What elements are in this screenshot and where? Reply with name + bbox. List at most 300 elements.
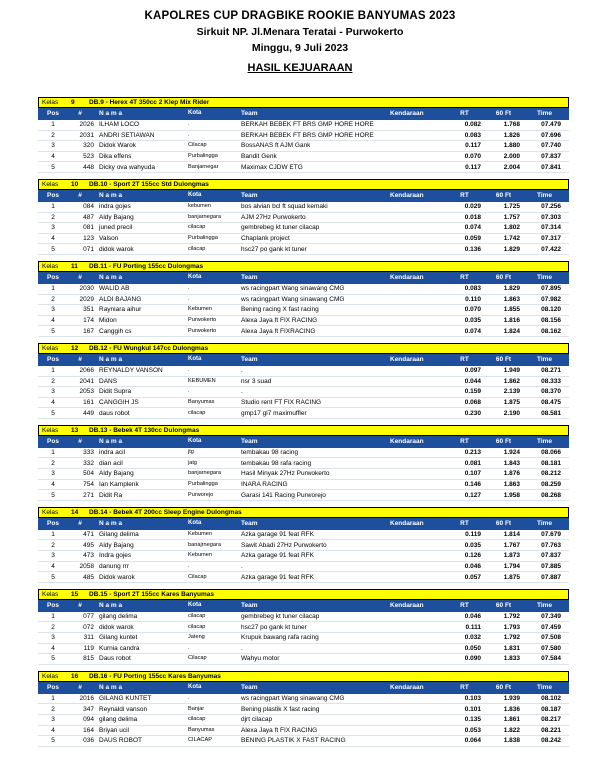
column-header-ft60: 60 Ft	[495, 273, 512, 281]
column-header-kota: Kota	[188, 355, 202, 362]
table-row	[38, 366, 569, 377]
class-block	[38, 97, 569, 173]
cell-pos: 4	[51, 317, 55, 325]
cell-kota: banajrnegara	[188, 541, 221, 548]
class-name: DB.9 - Herex 4T 350cc 2 Klep Mix Rider	[89, 99, 210, 106]
cell-nama: daus robot	[99, 409, 130, 417]
cell-time: 08.156	[541, 317, 561, 325]
cell-team: hsc27 po gank kt tuner	[241, 245, 307, 253]
cell-pos: 5	[51, 491, 55, 499]
table-row	[38, 223, 569, 234]
column-header-time: Time	[536, 683, 553, 691]
cell-team: Alexa Jaya ft FIX RACING	[241, 726, 318, 734]
table-row	[38, 469, 569, 480]
cell-nama: Didit Ra	[99, 491, 123, 499]
cell-rt: 0.035	[464, 317, 481, 325]
table-row	[38, 244, 569, 255]
cell-team: Garasi 141 Racing Purworejo	[241, 491, 326, 499]
column-header-pos: Pos	[47, 437, 59, 445]
cell-rt: 0.097	[464, 367, 481, 375]
class-number: 11	[71, 262, 78, 270]
cell-kota: Purbalingga	[188, 235, 218, 242]
cell-pos: 5	[51, 409, 55, 417]
table-row	[38, 131, 569, 142]
cell-rt: 0.135	[464, 716, 481, 724]
cell-rt: 0.074	[464, 327, 481, 335]
cell-time: 08.221	[541, 726, 561, 734]
cell-pos: 1	[51, 449, 55, 457]
cell-time: 07.696	[541, 131, 561, 139]
cell-no: 2031	[79, 131, 94, 139]
column-header-team: Team	[241, 110, 258, 117]
cell-time: 07.763	[541, 541, 561, 549]
cell-ft60: 1.875	[503, 573, 520, 581]
column-header-time: Time	[536, 110, 553, 117]
cell-pos: 4	[51, 644, 55, 652]
cell-ft60: 1.836	[503, 705, 520, 713]
cell-ft60: 1.802	[503, 224, 520, 232]
cell-no: 123	[83, 235, 94, 243]
cell-no: 2053	[79, 388, 94, 396]
column-header-rt: RT	[460, 110, 469, 117]
cell-kota: .	[188, 562, 190, 569]
cell-time: 08.370	[541, 388, 561, 396]
cell-rt: 0.107	[464, 470, 481, 478]
cell-rt: 0.159	[464, 388, 481, 396]
table-row	[38, 572, 569, 583]
cell-time: 07.422	[541, 245, 561, 253]
cell-pos: 1	[51, 613, 55, 621]
cell-time: 08.271	[541, 367, 561, 375]
kelas-label: Kelas	[42, 262, 59, 270]
column-header-kendaraan: Kendaraan	[390, 437, 424, 445]
cell-rt: 0.117	[465, 142, 481, 150]
cell-no: 2041	[79, 377, 94, 385]
column-header-no: #	[78, 273, 82, 281]
cell-team: ws racingpart Wang sinawang CMG	[241, 285, 345, 293]
cell-rt: 0.064	[464, 737, 481, 745]
cell-time: 07.314	[541, 224, 561, 232]
column-header-team: Team	[241, 273, 258, 281]
cell-pos: 5	[51, 245, 55, 253]
class-block	[38, 343, 569, 419]
cell-no: 036	[83, 737, 94, 745]
table-row	[38, 726, 569, 737]
column-header-no: #	[78, 519, 82, 527]
cell-kota: .	[188, 131, 190, 138]
kelas-label: Kelas	[42, 672, 59, 680]
cell-nama: DANS	[99, 377, 118, 385]
cell-time: 08.268	[541, 491, 561, 499]
kelas-label: Kelas	[42, 508, 59, 516]
cell-rt: 0.044	[464, 377, 481, 385]
cell-rt: 0.053	[464, 726, 481, 734]
class-number: 9	[71, 99, 75, 106]
cell-team: bos alvian bcl ft squad kemaki	[241, 203, 328, 211]
cell-rt: 0.050	[464, 644, 481, 652]
table-header	[38, 272, 569, 284]
cell-rt: 0.146	[464, 480, 481, 488]
table-row	[38, 480, 569, 491]
cell-time: 07.459	[541, 623, 561, 631]
cell-kota: Purwokerto	[188, 317, 217, 324]
column-header-team: Team	[241, 601, 258, 609]
column-header-kota: Kota	[188, 437, 202, 444]
cell-ft60: 1.831	[503, 644, 520, 652]
cell-pos: 4	[51, 235, 55, 243]
cell-nama: Didok Warok	[99, 142, 136, 150]
table-row	[38, 120, 569, 131]
cell-rt: 0.101	[464, 705, 481, 713]
table-row	[38, 326, 569, 337]
table-row	[38, 284, 569, 295]
cell-no: 754	[83, 480, 94, 488]
table-header	[38, 436, 569, 448]
cell-ft60: 1.829	[503, 285, 520, 293]
cell-pos: 1	[51, 285, 55, 293]
class-block	[38, 507, 569, 583]
cell-nama: Gilang kuntet	[99, 634, 138, 642]
cell-pos: 5	[51, 163, 55, 171]
cell-time: 08.187	[541, 705, 561, 713]
column-header-rt: RT	[460, 191, 469, 199]
cell-pos: 1	[51, 695, 55, 703]
column-header-nama: N a m a	[99, 110, 123, 117]
cell-kota: .	[188, 388, 190, 395]
cell-rt: 0.068	[464, 398, 481, 406]
cell-rt: 0.083	[464, 285, 481, 293]
column-header-ft60: 60 Ft	[495, 355, 512, 363]
cell-rt: 0.059	[464, 235, 481, 243]
cell-no: 094	[83, 716, 94, 724]
class-block	[38, 179, 569, 255]
cell-kota: Banjarnegar	[188, 163, 219, 170]
cell-ft60: 1.824	[503, 327, 520, 335]
cell-nama: WALID AB	[99, 285, 130, 293]
cell-time: 08.333	[541, 377, 561, 385]
cell-ft60: 1.725	[503, 203, 520, 211]
cell-team: Alexa Jaya ft FIX RACING	[241, 317, 318, 325]
cell-pos: 4	[51, 153, 55, 161]
cell-kota: Cilacap	[188, 655, 207, 662]
cell-pos: 5	[51, 327, 55, 335]
class-block	[38, 589, 569, 665]
class-number: 13	[71, 426, 79, 434]
cell-kota: .	[188, 295, 190, 302]
table-row	[38, 458, 569, 469]
cell-team: BossANAS ft AJM Gank	[241, 142, 311, 150]
date-line: Minggu, 9 Juli 2023	[251, 42, 349, 54]
column-header-rt: RT	[460, 683, 469, 691]
results-container	[38, 91, 569, 749]
column-header-rt: RT	[460, 601, 469, 609]
table-row	[38, 490, 569, 501]
cell-team: djrt cilacap	[241, 716, 273, 724]
table-header	[38, 682, 569, 694]
cell-rt: 0.083	[464, 131, 481, 139]
cell-pos: 2	[51, 213, 55, 221]
cell-no: 473	[83, 552, 94, 560]
cell-ft60: 1.794	[503, 562, 520, 570]
table-row	[38, 448, 569, 459]
cell-time: 07.584	[541, 655, 561, 663]
column-header-pos: Pos	[47, 355, 59, 363]
table-row	[38, 213, 569, 224]
column-header-ft60: 60 Ft	[495, 437, 512, 445]
table-row	[38, 162, 569, 173]
cell-nama: Canggih cs	[99, 327, 132, 335]
cell-nama: Aldy Bajang	[99, 541, 134, 549]
column-header-pos: Pos	[47, 273, 59, 281]
cell-team: Alexa Jaya ft FIXRACING	[241, 327, 316, 335]
cell-kota: KEBUMEN	[188, 377, 216, 384]
cell-ft60: 1.949	[503, 367, 520, 375]
cell-no: 2066	[79, 367, 94, 375]
column-header-nama: N a m a	[99, 683, 123, 691]
column-header-team: Team	[241, 683, 258, 691]
cell-rt: 0.103	[464, 695, 481, 703]
cell-nama: Aldy Bajang	[99, 470, 134, 478]
cell-ft60: 1.793	[503, 623, 520, 631]
cell-ft60: 2.190	[503, 409, 520, 417]
cell-team: Sawit Abadi 27Hz Purwokerto	[241, 541, 327, 549]
kelas-label: Kelas	[42, 180, 59, 188]
cell-ft60: 1.833	[503, 655, 520, 663]
class-bar	[38, 97, 569, 108]
class-bar	[38, 589, 569, 600]
cell-ft60: 1.873	[503, 552, 520, 560]
cell-rt: 0.032	[464, 634, 481, 642]
table-header	[38, 518, 569, 530]
column-header-ft60: 60 Ft	[495, 601, 512, 609]
column-header-nama: N a m a	[99, 437, 123, 445]
cell-team: INARA RACING	[241, 480, 288, 488]
cell-team: gembrebeg kt tuner cilacap	[241, 224, 320, 232]
cell-ft60: 1.814	[503, 531, 520, 539]
cell-nama: Dika effens	[99, 153, 132, 161]
results-heading: HASIL KEJUARAAN	[247, 62, 353, 74]
table-row	[38, 387, 569, 398]
cell-time: 07.841	[541, 163, 561, 171]
kelas-label: Kelas	[42, 426, 59, 434]
cell-time: 08.475	[541, 398, 561, 406]
cell-pos: 3	[51, 388, 55, 396]
cell-no: 347	[83, 705, 94, 713]
column-header-kendaraan: Kendaraan	[390, 519, 424, 527]
cell-kota: .	[188, 285, 190, 292]
cell-kota: cilacap	[188, 623, 206, 630]
cell-time: 08.181	[541, 459, 561, 467]
cell-kota: banjarnegara	[188, 470, 221, 477]
cell-ft60: 1.880	[503, 142, 520, 150]
table-row	[38, 398, 569, 409]
cell-team: Azka garage 91 feat RFK	[241, 573, 314, 581]
class-number: 15	[71, 590, 79, 598]
table-header	[38, 600, 569, 612]
column-header-ft60: 60 Ft	[495, 191, 512, 199]
cell-kota: cilacap	[188, 409, 206, 416]
cell-ft60: 1.742	[503, 235, 520, 243]
cell-ft60: 1.863	[503, 295, 520, 303]
table-header	[38, 108, 569, 120]
cell-kota: Banyumas	[188, 398, 215, 405]
table-row	[38, 704, 569, 715]
cell-rt: 0.029	[464, 203, 481, 211]
cell-kota: Cilacap	[188, 142, 207, 149]
class-bar	[38, 507, 569, 518]
table-row	[38, 202, 569, 213]
class-name: DB.15 - Sport 2T 155cc Kares Banyumas	[89, 590, 214, 598]
cell-nama: Kurnia candra	[99, 644, 140, 652]
cell-no: 072	[83, 623, 94, 631]
cell-no: 487	[83, 213, 94, 221]
column-header-rt: RT	[460, 437, 469, 445]
cell-nama: Reynaldi vanson	[99, 705, 148, 713]
cell-ft60: 1.924	[503, 449, 520, 457]
table-header	[38, 354, 569, 366]
column-header-kota: Kota	[188, 683, 202, 690]
cell-team: Azka garage 91 feat RFK	[241, 531, 314, 539]
cell-no: 351	[83, 306, 94, 314]
table-row	[38, 644, 569, 655]
cell-rt: 0.119	[465, 531, 481, 539]
cell-kota: .	[188, 644, 190, 651]
cell-no: 081	[83, 224, 94, 232]
cell-team: tembakau 98 racing	[241, 449, 299, 457]
cell-nama: ANDRI SETIAWAN	[99, 131, 155, 139]
table-row	[38, 633, 569, 644]
cell-ft60: 1.757	[503, 213, 520, 221]
cell-rt: 0.046	[464, 562, 481, 570]
cell-time: 07.740	[541, 142, 561, 150]
cell-kota: Kebumen	[188, 306, 212, 313]
cell-pos: 2	[51, 623, 55, 631]
class-number: 14	[71, 508, 79, 516]
cell-nama: Didit Supra	[99, 388, 132, 396]
cell-team: Maximax CJDW ETG	[241, 163, 303, 171]
cell-time: 07.885	[541, 562, 561, 570]
cell-nama: GILANG KUNTET	[99, 695, 152, 703]
cell-team: Hasil Minyak 27Hz Purwokerto	[241, 470, 330, 478]
column-header-time: Time	[536, 355, 553, 363]
cell-ft60: 2.000	[503, 153, 520, 161]
cell-nama: gilang delima	[99, 716, 138, 724]
cell-time: 07.895	[541, 285, 561, 293]
column-header-ft60: 60 Ft	[495, 683, 512, 691]
cell-pos: 1	[51, 203, 55, 211]
cell-pos: 3	[51, 470, 55, 478]
class-name: DB.10 - Sport 2T 155cc Std Dulongmas	[89, 180, 209, 188]
cell-nama: ALDI BAJANG	[99, 295, 142, 303]
cell-ft60: 1.861	[503, 716, 520, 724]
cell-kota: banjarnegara	[188, 213, 221, 220]
cell-team: .	[241, 388, 243, 396]
cell-nama: dian acil	[99, 459, 123, 467]
cell-no: 071	[83, 245, 94, 253]
cell-kota: Cilacap	[188, 573, 207, 580]
cell-time: 07.580	[541, 644, 561, 652]
cell-pos: 1	[51, 367, 55, 375]
cell-team: BENING PLASTIK X FAST RACING	[241, 737, 346, 745]
cell-pos: 2	[51, 705, 55, 713]
cell-team: Bandit Genk	[241, 153, 277, 161]
cell-nama: indra gojes	[99, 203, 131, 211]
cell-ft60: 1.838	[503, 737, 520, 745]
cell-kota: Purwokerto	[188, 327, 217, 334]
cell-nama: ILHAM LOCO	[99, 121, 140, 129]
cell-no: 119	[83, 644, 94, 652]
cell-no: 077	[83, 613, 94, 621]
cell-rt: 0.070	[464, 306, 481, 314]
cell-rt: 0.126	[464, 552, 481, 560]
cell-no: 167	[83, 327, 94, 335]
table-row	[38, 377, 569, 388]
table-row	[38, 654, 569, 665]
column-header-kota: Kota	[188, 191, 202, 198]
class-name: DB.11 - FU Porting 155cc Dulongmas	[89, 262, 204, 270]
class-bar	[38, 425, 569, 436]
cell-time: 08.162	[541, 327, 561, 335]
cell-ft60: 1.863	[503, 480, 520, 488]
cell-kota: .	[188, 121, 190, 128]
table-row	[38, 622, 569, 633]
cell-rt: 0.110	[465, 295, 481, 303]
cell-time: 07.508	[541, 634, 561, 642]
column-header-kota: Kota	[188, 519, 202, 526]
cell-pos: 5	[51, 573, 55, 581]
cell-nama: juned precil	[99, 224, 133, 232]
class-name: DB.12 - FU Wungkul 147cc Dulongmas	[89, 344, 209, 352]
cell-kota: jatg	[188, 459, 198, 466]
column-header-nama: N a m a	[99, 601, 123, 609]
table-row	[38, 612, 569, 623]
cell-pos: 2	[51, 541, 55, 549]
cell-kota: .	[188, 695, 190, 702]
cell-team: gembrebeg kt tuner cilacap	[241, 613, 320, 621]
cell-time: 07.887	[541, 573, 561, 581]
cell-ft60: 1.829	[503, 245, 520, 253]
cell-team: Azka garage 91 feat RFK	[241, 552, 314, 560]
class-bar	[38, 179, 569, 190]
cell-ft60: 1.958	[503, 491, 520, 499]
column-header-kendaraan: Kendaraan	[390, 601, 424, 609]
column-header-team: Team	[241, 437, 258, 445]
cell-rt: 0.057	[464, 573, 481, 581]
cell-nama: danung rrr	[99, 562, 129, 570]
cell-no: 333	[83, 449, 94, 457]
column-header-no: #	[78, 601, 82, 609]
cell-rt: 0.070	[464, 153, 481, 161]
cell-pos: 5	[51, 737, 55, 745]
cell-kota: Kebumen	[188, 552, 212, 559]
cell-no: 2016	[79, 695, 94, 703]
cell-rt: 0.082	[464, 121, 481, 129]
class-name: DB.14 - Bebek 4T 200cc Sleep Engine Dulongmas	[89, 508, 242, 516]
cell-time: 08.066	[541, 449, 561, 457]
cell-pos: 2	[51, 131, 55, 139]
cell-pos: 3	[51, 306, 55, 314]
cell-team: .	[241, 562, 243, 570]
cell-kota: cilacap	[188, 224, 206, 231]
cell-no: 271	[83, 491, 94, 499]
table-row	[38, 736, 569, 747]
column-header-kendaraan: Kendaraan	[390, 191, 424, 199]
cell-no: 2058	[79, 562, 94, 570]
cell-pos: 3	[51, 552, 55, 560]
cell-nama: REYNALDY VANSON	[99, 367, 163, 375]
cell-kota: kebumen	[188, 203, 212, 210]
column-header-no: #	[78, 683, 82, 691]
